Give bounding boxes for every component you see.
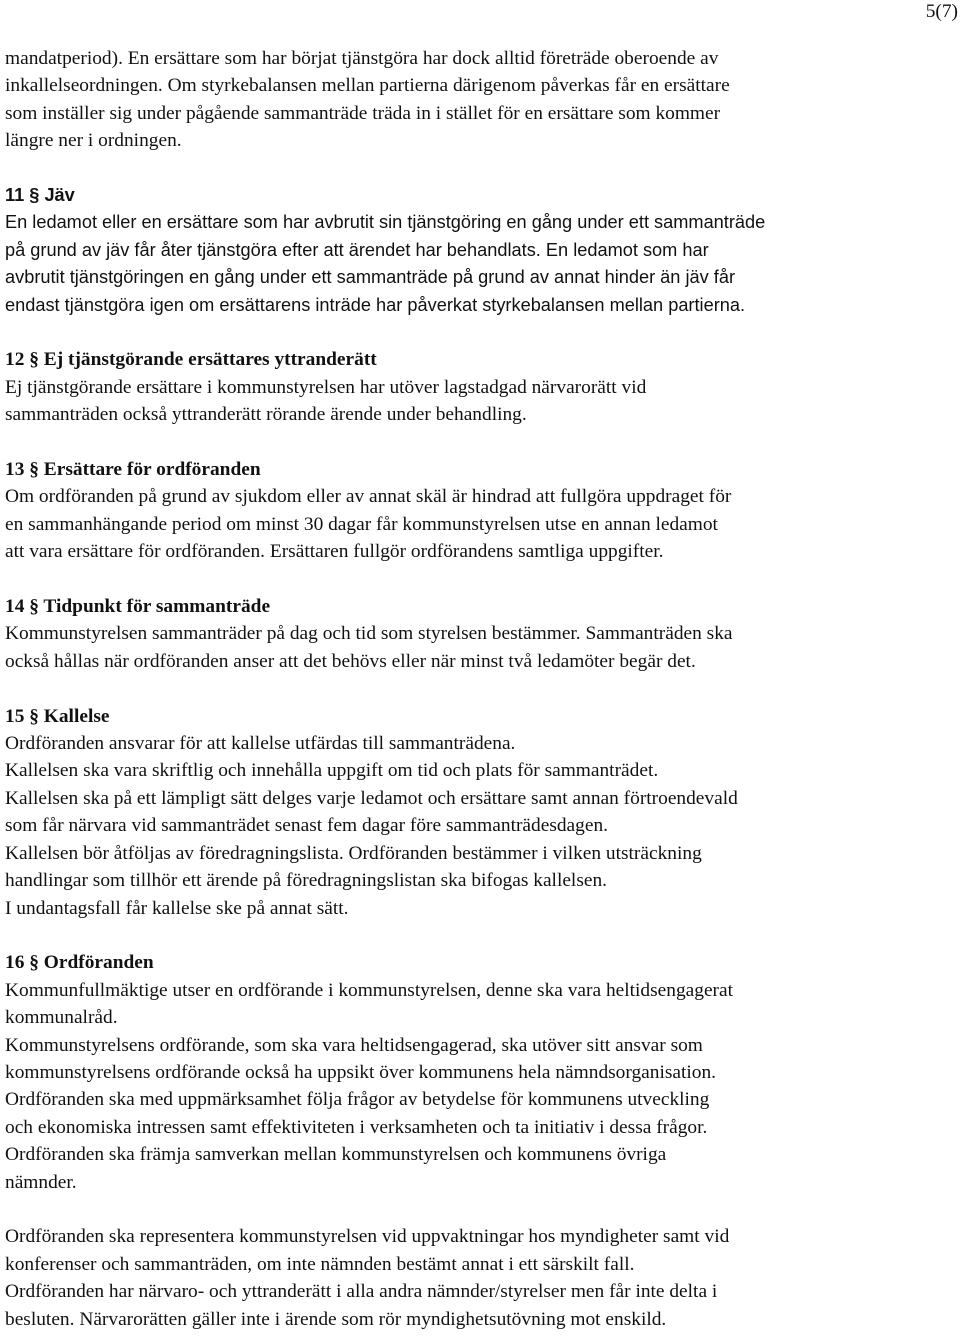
text-line: endast tjänstgöra igen om ersättarens inträde har påverkat styrkebalansen mellan partierna. [5, 294, 746, 315]
section-14 [5, 593, 955, 675]
text-line: sammanträden också yttranderätt rörande ärende under behandling. [5, 404, 527, 426]
text-line: och ekonomiska intressen samt effektiviteten i verksamheten och ta initiativ i dessa frågor. [5, 1116, 708, 1138]
section-heading: 14 § Tidpunkt för sammanträde [5, 596, 271, 618]
text-line: att vara ersättare för ordföranden. Ersättaren fullgör ordförandens samtliga uppgifter. [5, 541, 664, 563]
text-line: Kommunstyrelsen sammanträder på dag och tid som styrelsen bestämmer. Sammanträden ska [5, 623, 733, 645]
text-line: Kallelsen ska på ett lämpligt sätt delges varje ledamot och ersättare samt annan förtroendevald [5, 787, 738, 809]
text-line: Om ordföranden på grund av sjukdom eller av annat skäl är hindrad att fullgöra uppdraget för [5, 486, 732, 508]
document-body [5, 45, 955, 1333]
text-line: besluten. Närvarorätten gäller inte i ärende som rör myndighetsutövning mot enskild. [5, 1308, 667, 1330]
text-line: Kommunfullmäktige utser en ordförande i kommunstyrelsen, denne ska vara heltidsengagerat [5, 979, 734, 1001]
section-15 [5, 703, 955, 922]
text-line: också hållas när ordföranden anser att det behövs eller när minst två ledamöter begär det. [5, 650, 696, 672]
section-12 [5, 346, 955, 428]
intro-paragraph [5, 45, 955, 155]
text-line: kommunalråd. [5, 1007, 118, 1029]
text-line: Ordföranden ansvarar för att kallelse utfärdas till sammanträdena. [5, 733, 516, 755]
text-line: I undantagsfall får kallelse ske på annat sätt. [5, 897, 349, 919]
text-line: inkallelseordningen. Om styrkebalansen mellan partierna därigenom påverkas får en ersättare [5, 75, 730, 97]
section-11 [5, 182, 955, 319]
text-line: Kommunstyrelsens ordförande, som ska vara heltidsengagerad, ska utöver sitt ansvar som [5, 1034, 703, 1056]
text-line: Kallelsen bör åtföljas av föredragningslista. Ordföranden bestämmer i vilken utsträckning [5, 842, 702, 864]
text-line: kommunstyrelsens ordförande också ha uppsikt över kommunens hela nämndsorganisation. [5, 1061, 717, 1083]
text-line: avbrutit tjänstgöringen en gång under ett sammanträde på grund av annat hinder än jäv får [5, 267, 735, 288]
text-line: Ordföranden ska främja samverkan mellan kommunstyrelsen och kommunens övriga [5, 1144, 667, 1166]
text-line: på grund av jäv får åter tjänstgöra efter att ärendet har behandlats. En ledamot som har [5, 239, 709, 260]
text-line: konferenser och sammanträden, om inte nämnden bestämt annat i ett särskilt fall. [5, 1253, 635, 1275]
section-16 [5, 949, 955, 1333]
text-line: som inställer sig under pågående sammanträde träda in i stället för en ersättare som kommer [5, 102, 721, 124]
text-line: nämnder. [5, 1171, 77, 1193]
text-line: Kallelsen ska vara skriftlig och innehålla uppgift om tid och plats för sammanträdet. [5, 760, 659, 782]
text-line: som får närvara vid sammanträdet senast fem dagar före sammanträdesdagen. [5, 815, 609, 837]
section-13 [5, 456, 955, 566]
section-heading: 13 § Ersättare för ordföranden [5, 459, 261, 481]
section-heading: 16 § Ordföranden [5, 952, 154, 974]
text-line: Ordföranden har närvaro- och yttranderätt i alla andra nämnder/styrelser men får inte delta i [5, 1281, 718, 1303]
text-line: en sammanhängande period om minst 30 dagar får kommunstyrelsen utse en annan ledamot [5, 513, 718, 535]
text-line: mandatperiod). En ersättare som har börjat tjänstgöra har dock alltid företräde oberoende av [5, 48, 719, 69]
text-line: En ledamot eller en ersättare som har avbrutit sin tjänstgöring en gång under ett sammanträde [5, 212, 766, 233]
section-heading: 11 § Jäv [5, 185, 75, 206]
section-heading: 15 § Kallelse [5, 705, 110, 727]
text-line: Ej tjänstgörande ersättare i kommunstyrelsen har utöver lagstadgad närvarorätt vid [5, 376, 647, 398]
text-line: handlingar som tillhör ett ärende på föredragningslistan ska bifogas kallelsen. [5, 870, 608, 892]
text-line: Ordföranden ska representera kommunstyrelsen vid uppvaktningar hos myndigheter samt vid [5, 1226, 730, 1248]
text-line: längre ner i ordningen. [5, 130, 182, 152]
page-number: 5(7) [925, 1, 958, 22]
section-heading: 12 § Ej tjänstgörande ersättares yttranderätt [5, 349, 377, 371]
text-line: Ordföranden ska med uppmärksamhet följa frågor av betydelse för kommunens utveckling [5, 1089, 710, 1111]
